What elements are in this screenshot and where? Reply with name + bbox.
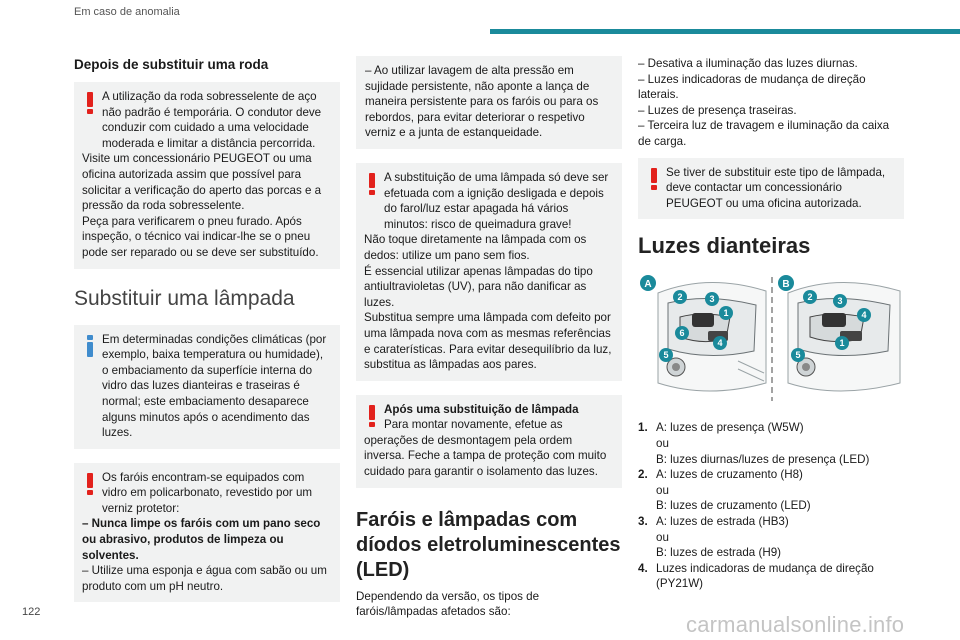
warning-box-substituicao xyxy=(356,163,622,381)
subst-lead: A substituição de uma lâmpada só deve ser efetuada com a ignição desligada e depois do farol/luz estar apagada há vários minutos: risco de queimadura grave! xyxy=(384,170,609,231)
callout-a-6: 6 xyxy=(679,328,685,339)
bulb-list-item: 1. A: luzes de presença (W5W) ou B: luzes diurnas/luzes de presença (LED) xyxy=(638,421,870,466)
concess-text: Se tiver de substituir este tipo de lâmpada, deve contactar um concessionário PEUGEOT ou uma oficina autorizada. xyxy=(666,165,886,210)
box-lavagem xyxy=(356,56,622,149)
led-list-item: – Luzes indicadoras de mudança de direção laterais. xyxy=(638,72,866,102)
callout-a-1: 1 xyxy=(723,308,729,319)
column-2 xyxy=(356,56,622,620)
warning-icon xyxy=(87,473,93,495)
apos-text: Para montar novamente, efetue as operações de desmontagem pela ordem inversa. Feche a tampa de proteção com muito cuidado para garantir o isolamento das luzes. xyxy=(364,418,607,479)
callout-a-2: 2 xyxy=(677,292,683,303)
info-icon xyxy=(87,335,93,357)
warning-icon xyxy=(369,173,375,195)
callout-a-4: 4 xyxy=(717,338,723,349)
callout-a-5: 5 xyxy=(663,350,669,361)
column-1 xyxy=(74,56,340,616)
headlight-diagram xyxy=(638,273,904,405)
watermark: carmanualsonline.info xyxy=(686,612,905,637)
subst-p3: É essencial utilizar apenas lâmpadas do tipo antiultravioletas (UV), para não danificar as luzes. xyxy=(364,264,593,309)
led-list-item: – Terceira luz de travagem e iluminação da caixa de carga. xyxy=(638,119,890,148)
warning-box-farois xyxy=(74,463,340,603)
led-list-item: – Desativa a iluminação das luzes diurnas. xyxy=(638,57,858,70)
bulb-list xyxy=(638,420,904,592)
heading-luzes-dianteiras: Luzes dianteiras xyxy=(638,233,811,259)
roda-lead: A utilização da roda sobresselente de aço não padrão é temporária. O condutor deve conduzir com cuidado a uma velocidade moderada e limitar a distância percorrida. xyxy=(102,90,322,150)
warning-icon xyxy=(369,405,375,427)
column-3 xyxy=(638,56,904,592)
warning-box-apos xyxy=(356,395,622,488)
callout-b-3: 3 xyxy=(837,296,843,307)
farois-bullet-1: – Nunca limpe os faróis com um pano seco ou abrasivo, produtos de limpeza ou solventes. xyxy=(82,517,321,562)
lavagem-text: – Ao utilizar lavagem de alta pressão em sujidade persistente, não aponte a lança de maneira persistente para os faróis ou para os rebordos, para evitar deteriorar o respetivo verniz e a junta de estanqueidade. xyxy=(365,64,599,140)
farois-lead: Os faróis encontram-se equipados com vidro em policarbonato, revestido por um verniz protetor: xyxy=(102,470,313,515)
warning-box-concessionario xyxy=(638,158,904,220)
info-text: Em determinadas condições climáticas (por exemplo, baixa temperatura ou humidade), o embaciamento da superfície interna do vidro das luzes dianteiras e traseiras é normal; este embaciamento desaparece alguns minutos após o acendimento das luzes. xyxy=(102,332,327,440)
callout-b-2: 2 xyxy=(807,292,813,303)
warning-box-roda xyxy=(74,82,340,269)
callout-b-4: 4 xyxy=(861,310,867,321)
running-header: Em caso de anomalia xyxy=(74,6,180,18)
callout-a-3: 3 xyxy=(709,294,715,305)
info-box-embaciamento xyxy=(74,325,340,449)
panel-label-a: A xyxy=(644,279,652,291)
heading-roda: Depois de substituir uma roda xyxy=(74,57,269,72)
page-number: 122 xyxy=(22,606,41,618)
roda-p3: Peça para verificarem o pneu furado. Após inspeção, o técnico vai indicar-lhe se o pneu pode ser reparado ou se deve ser substituído. xyxy=(82,214,319,259)
callout-b-1: 1 xyxy=(839,338,845,349)
heading-substituir-lampada: Substituir uma lâmpada xyxy=(74,286,295,310)
apos-title: Após uma substituição de lâmpada xyxy=(384,402,579,416)
subst-p2: Não toque diretamente na lâmpada com os dedos: utilize um pano sem fios. xyxy=(364,233,587,262)
led-text: Dependendo da versão, os tipos de faróis/lâmpadas afetados são: xyxy=(356,589,540,619)
subst-p4: Substitua sempre uma lâmpada com defeito por uma lâmpada nova com as mesmas referências e caraterísticas. Para evitar desequilíbrio da luz, substitua as lâmpadas aos pares. xyxy=(364,311,612,372)
bulb-list-item: 2. A: luzes de cruzamento (H8) ou B: luzes de cruzamento (LED) xyxy=(638,468,811,513)
roda-p2: Visite um concessionário PEUGEOT ou uma oficina autorizada assim que possível para solicitar a verificação do aperto das porcas e a pressão da roda sobresselente. xyxy=(82,152,322,213)
led-list-item: – Luzes de presença traseiras. xyxy=(638,103,797,117)
warning-icon xyxy=(87,92,93,114)
farois-bullet-2: – Utilize uma esponja e água com sabão ou um produto com um pH neutro. xyxy=(82,564,327,593)
callout-b-5: 5 xyxy=(795,350,801,361)
heading-led: Faróis e lâmpadas com díodos eletroluminescentes (LED) xyxy=(356,508,621,581)
warning-icon xyxy=(651,168,657,190)
header-accent-bar xyxy=(490,29,960,34)
panel-label-b: B xyxy=(782,279,790,291)
bulb-list-item: 3. A: luzes de estrada (HB3) ou B: luzes de estrada (H9) xyxy=(638,514,789,560)
bulb-list-item: 4. Luzes indicadoras de mudança de direção (PY21W) xyxy=(638,561,874,591)
led-list xyxy=(638,56,904,150)
